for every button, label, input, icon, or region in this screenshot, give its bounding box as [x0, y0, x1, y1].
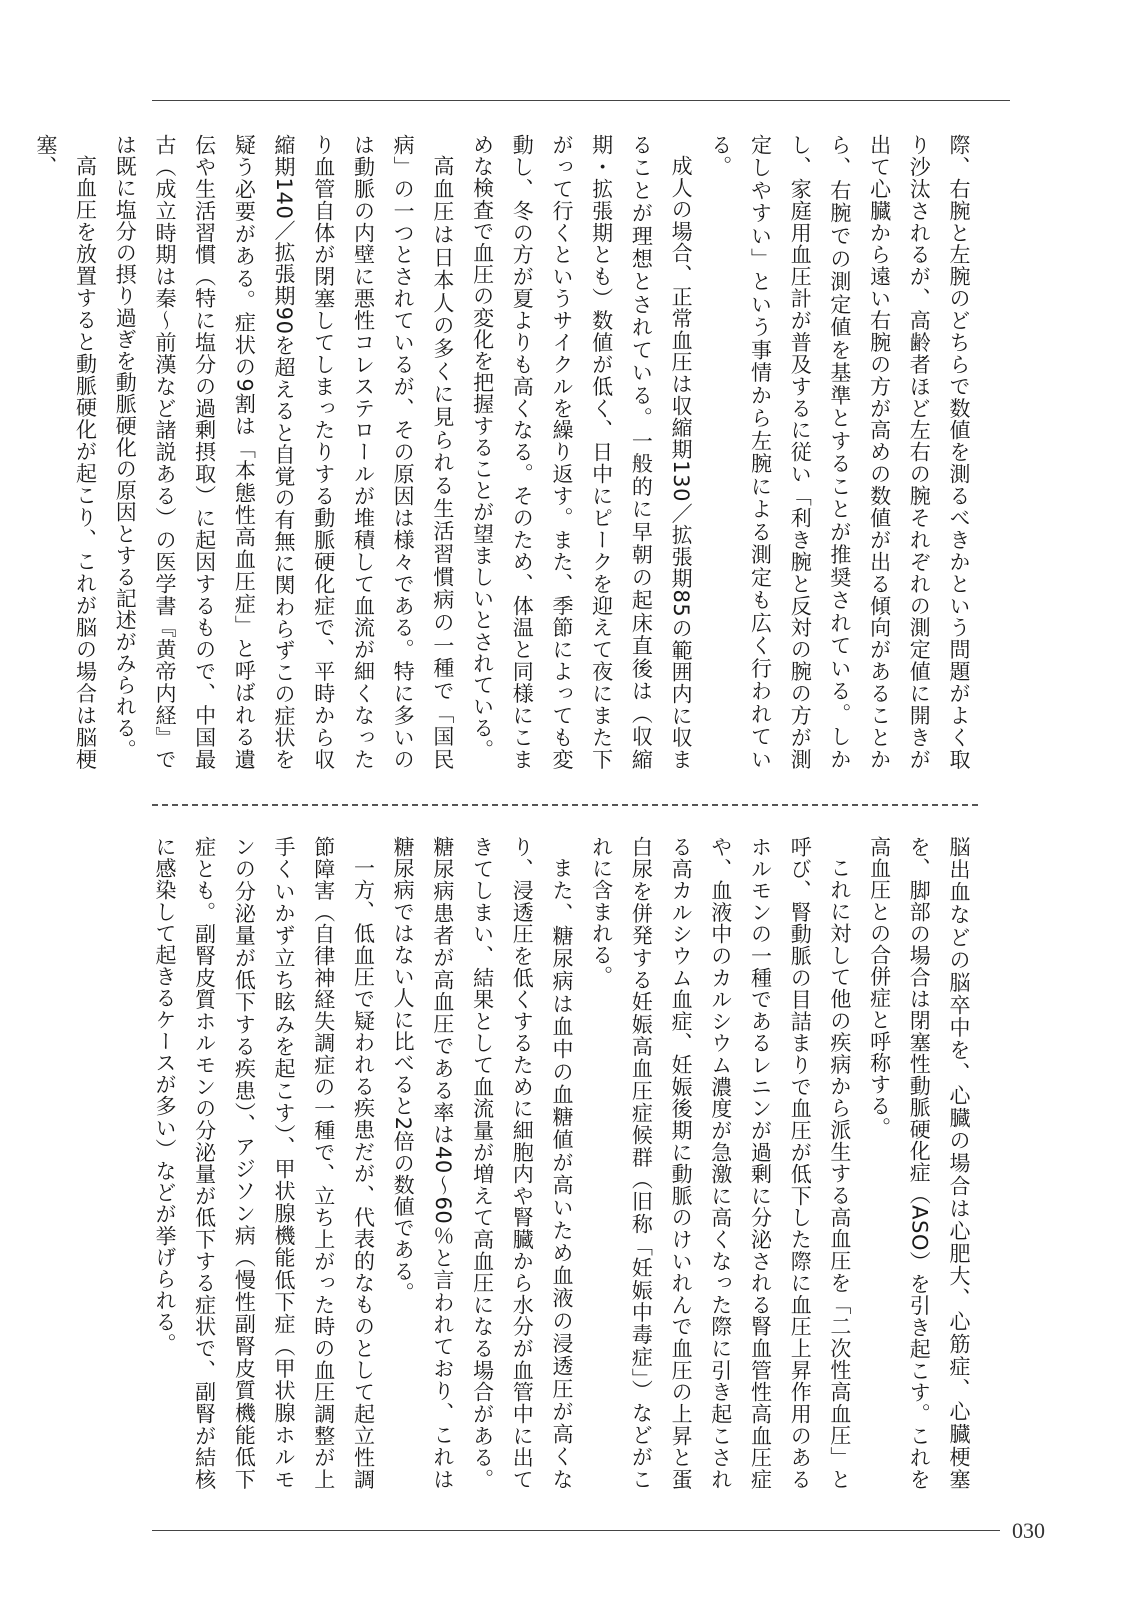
- paragraph: 際、右腕と左腕のどちらで数値を測るべきかという問題がよく取り沙汰されるが、高齢者ほど左右の腕それぞれの測定値に開きが出て心臓から遠い右腕の方が高めの数値が出る傾向があることから、右腕での測定値を基準とすることが推奨されている。しかし、家庭用血圧計が普及するに従い「利き腕と反対の腕の方が測定しやすい」という事情から左腕による測定も広く行われている。: [708, 134, 971, 770]
- paragraph: 脳出血などの脳卒中を、心臓の場合は心肥大、心筋症、心臓梗塞を、脚部の場合は閉塞性動脈硬化症（ASO）を引き起こす。これを高血圧との合併症と呼称する。: [867, 836, 971, 1490]
- lower-text-section: [152, 836, 978, 1490]
- paragraph: 成人の場合、正常血圧は収縮期130／拡張期85の範囲内に収まることが理想とされている。一般的に早朝の起床直後は（収縮期・拡張期とも）数値が低く、日中にピークを迎えて夜にまた下がって行くというサイクルを繰り返す。また、季節によっても変動し、冬の方が夏よりも高くなる。そのため、体温と同様にこまめな検査で血圧の変化を把握することが望ましいとされている。: [470, 134, 694, 770]
- paragraph: これに対して他の疾病から派生する高血圧を「二次性高血圧」と呼び、腎動脈の目詰まりで血圧が低下した際に血圧上昇作用のあるホルモンの一種であるレニンが過剰に分泌される腎血管性高血圧症や、血液中のカルシウム濃度が急激に高くなった際に引き起こされる高カルシウム血症、妊娠後期に動脈のけいれんで血圧の上昇と蛋白尿を併発する妊娠高血圧症候群（旧称「妊娠中毒症」）などがこれに含まれる。: [589, 836, 852, 1490]
- paragraph: また、糖尿病は血中の血糖値が高いため血液の浸透圧が高くなり、浸透圧を低くするために細胞内や腎臓から水分が血管中に出てきてしまい、結果として血流量が増えて高血圧になる場合がある。糖尿病患者が高血圧である率は40～60％と言われており、これは糖尿病ではない人に比べると2倍の数値である。: [391, 836, 574, 1490]
- section-divider: [152, 804, 978, 806]
- paragraph: 一方、低血圧で疑われる疾患だが、代表的なものとして起立性調節障害（自律神経失調症の一種で、立ち上がった時の血圧調整が上手くいかず立ち眩みを起こす）、甲状腺機能低下症（甲状腺ホルモンの分泌量が低下する疾患）、アジソン病（慢性副腎皮質機能低下症とも。副腎皮質ホルモンの分泌量が低下する症状で、副腎が結核に感染して起きるケースが多い）などが挙げられる。: [152, 836, 376, 1490]
- paragraph: 高血圧は日本人の多くに見られる生活習慣病の一種で「国民病」の一つとされているが、その原因は様々である。特に多いのは動脈の内壁に悪性コレステロールが堆積して血流が細くなったり血管自体が閉塞してしまったりする動脈硬化症で、平時から収縮期140／拡張期90を超えると自覚の有無に関わらずこの症状を疑う必要がある。症状の9割は「本態性高血圧症」と呼ばれる遺伝や生活習慣（特に塩分の過剰摂取）に起因するもので、中国最古（成立時期は秦～前漢など諸説ある）の医学書『黄帝内経』では既に塩分の摂り過ぎを動脈硬化の原因とする記述がみられる。: [113, 134, 455, 770]
- upper-text-section: [33, 134, 978, 770]
- paragraph: 高血圧を放置すると動脈硬化が起こり、これが脳の場合は脳梗塞、: [33, 134, 98, 770]
- footer-rule: [152, 1530, 1000, 1531]
- page-number: 030: [1012, 1518, 1045, 1543]
- header-rule: [152, 100, 1010, 101]
